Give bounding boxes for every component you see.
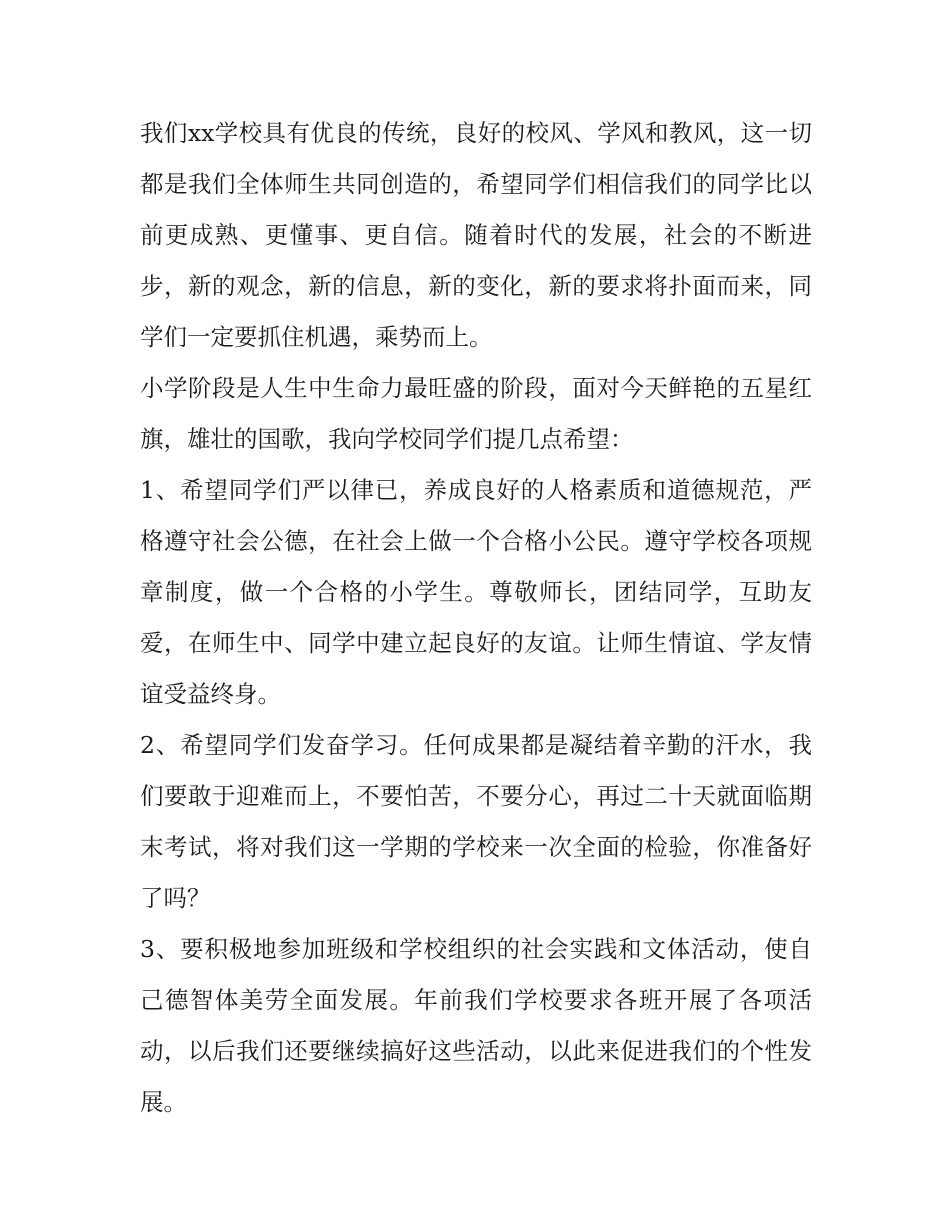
paragraph-school-tradition: 我们xx学校具有优良的传统，良好的校风、学风和教风，这一切都是我们全体师生共同创造的，希望同学们相信我们的同学比以前更成熟、更懂事、更自信。随着时代的发展，社会的不断进步，新的观念，新的信息，新的变化，新的要求将扑面而来，同学们一定要抓住机遇，乘势而上。 [140, 119, 812, 351]
paragraph-hope-1-self-discipline: 1、希望同学们严以律已，养成良好的人格素质和道德规范，严格遵守社会公德，在社会上做一个合格小公民。遵守学校各项规章制度，做一个合格的小学生。尊敬师长，团结同学，互助友爱，在师生中、同学中建立起良好的友谊。让师生情谊、学友情谊受益终身。 [140, 476, 812, 708]
paragraph-hope-3-activities: 3、要积极地参加班级和学校组织的社会实践和文体活动，使自己德智体美劳全面发展。年前我们学校要求各班开展了各项活动，以后我们还要继续搞好这些活动，以此来促进我们的个性发展。 [140, 935, 812, 1116]
document-body [140, 108, 812, 1128]
paragraph-primary-school-stage: 小学阶段是人生中生命力最旺盛的阶段，面对今天鲜艳的五星红旗，雄壮的国歌，我向学校同学们提几点希望： [140, 374, 812, 453]
paragraph-hope-2-study: 2、希望同学们发奋学习。任何成果都是凝结着辛勤的汗水，我们要敢于迎难而上，不要怕苦，不要分心，再过二十天就面临期末考试，将对我们这一学期的学校来一次全面的检验，你准备好了吗？ [140, 731, 812, 912]
